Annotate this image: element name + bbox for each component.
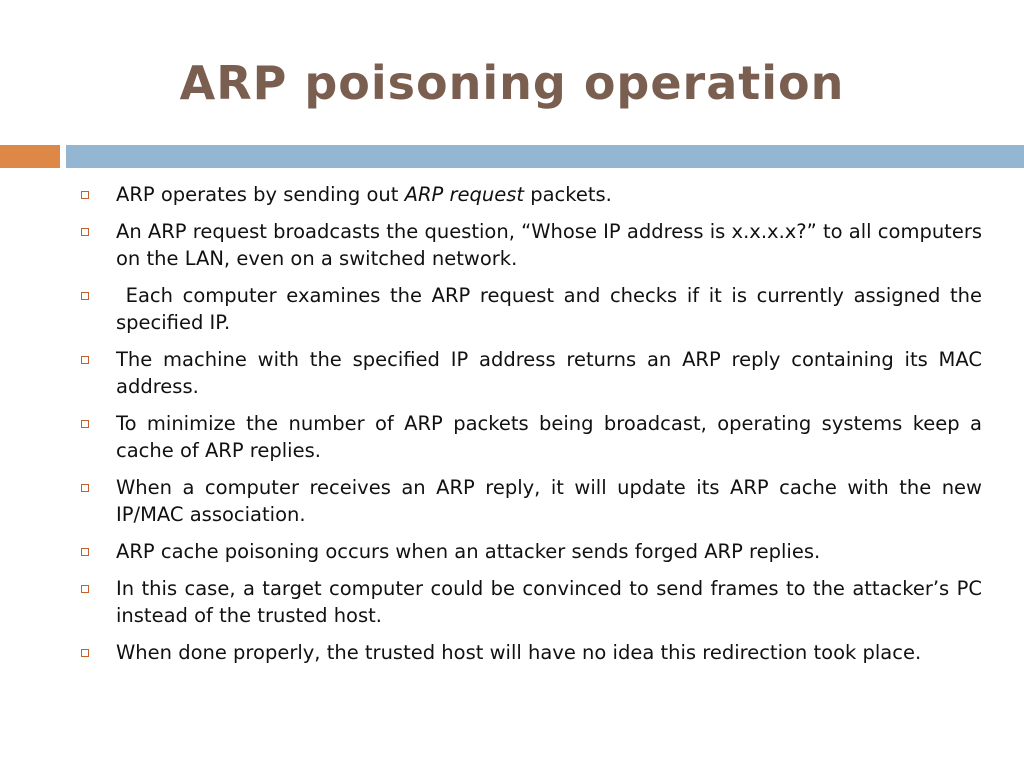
accent-bar-blue: [66, 145, 1024, 168]
bullet-text: When a computer receives an ARP reply, it will update its ARP cache with the new IP/MAC association.: [116, 476, 982, 526]
slide-title: ARP poisoning operation: [179, 56, 845, 110]
bullet-text-tail: packets.: [524, 183, 612, 206]
bullet-item: [78, 282, 989, 336]
bullet-text: The machine with the specified IP address returns an ARP reply containing its MAC address.: [116, 348, 982, 398]
square-bullet-icon: [81, 228, 89, 236]
bullet-text: ARP cache poisoning occurs when an attacker sends forged ARP replies.: [116, 540, 821, 563]
bullet-item: [78, 538, 982, 565]
bullet-list: [78, 181, 989, 676]
square-bullet-icon: [81, 585, 89, 593]
bullet-text: An ARP request broadcasts the question, “Whose IP address is x.x.x.x?” to all computers on the LAN, even on a switched network.: [116, 220, 982, 270]
bullet-item: [78, 218, 982, 272]
bullet-item: [78, 575, 982, 629]
bullet-item: [78, 474, 982, 528]
square-bullet-icon: [81, 649, 89, 657]
square-bullet-icon: [81, 420, 89, 428]
bullet-text-emphasis: ARP request: [404, 183, 525, 206]
square-bullet-icon: [81, 356, 89, 364]
bullet-item: [78, 346, 982, 400]
bullet-item: [78, 181, 982, 208]
square-bullet-icon: [81, 548, 89, 556]
square-bullet-icon: [81, 484, 89, 492]
bullet-text: When done properly, the trusted host will have no idea this redirection took place.: [116, 641, 922, 664]
bullet-text: In this case, a target computer could be convinced to send frames to the attacker’s PC instead of the trusted host.: [116, 577, 982, 627]
square-bullet-icon: [81, 292, 89, 300]
bullet-text-lead: ARP operates by sending out: [116, 183, 405, 206]
accent-bar-orange: [0, 145, 60, 168]
bullet-text: Each computer examines the ARP request and checks if it is currently assigned the specified IP.: [116, 284, 989, 334]
bullet-item: [78, 410, 982, 464]
bullet-item: [78, 639, 982, 666]
square-bullet-icon: [81, 191, 89, 199]
bullet-text: To minimize the number of ARP packets being broadcast, operating systems keep a cache of ARP replies.: [116, 412, 982, 462]
